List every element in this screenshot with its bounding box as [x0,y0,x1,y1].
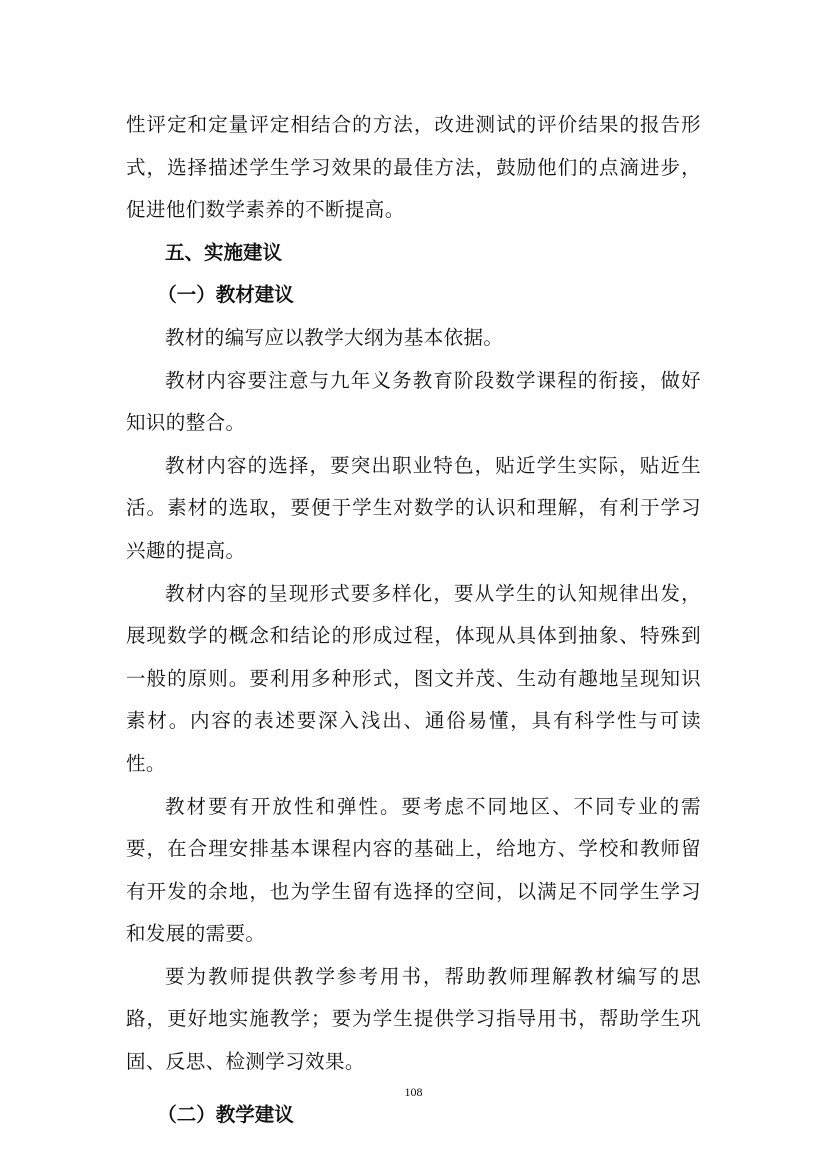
page-number: 108 [404,1085,423,1099]
subsection-heading-textbook: （一）教材建议 [157,283,294,307]
subsection-heading-teaching: （二）教学建议 [157,1102,294,1126]
paragraph-textbook-continuity: 教材内容要注意与九年义务教育阶段数学课程的衔接，做好知识的整合。 [126,368,701,435]
continued-paragraph: 性评定和定量评定相结合的方法，改进测试的评价结果的报告形式，选择描述学生学习效果的最佳方法，鼓励他们的点滴进步，促进他们数学素养的不断提高。 [126,113,701,222]
paragraph-textbook-flexibility: 教材要有开放性和弹性。要考虑不同地区、不同专业的需要，在合理安排基本课程内容的基础上，给地方、学校和教师留有开发的余地，也为学生留有选择的空间，以满足不同学生学习和发展的需要。 [126,794,701,946]
paragraph-textbook-content-selection: 教材内容的选择，要突出职业特色，贴近学生实际，贴近生活。素材的选取，要便于学生对数学的认识和理解，有利于学习兴趣的提高。 [126,453,701,562]
paragraph-textbook-presentation: 教材内容的呈现形式要多样化，要从学生的认知规律出发，展现数学的概念和结论的形成过程，体现从具体到抽象、特殊到一般的原则。要利用多种形式，图文并茂、生动有趣地呈现知识素材。内容的表述要深入浅出、通俗易懂，具有科学性与可读性。 [126,581,701,775]
section-heading-implementation: 五、实施建议 [165,240,283,264]
paragraph-textbook-reference-books: 要为教师提供教学参考用书，帮助教师理解教材编写的思路，更好地实施教学；要为学生提供学习指导用书，帮助学生巩固、反思、检测学习效果。 [126,964,701,1074]
page-content [126,104,701,1136]
paragraph-textbook-basis: 教材的编写应以教学大纲为基本依据。 [165,325,504,349]
